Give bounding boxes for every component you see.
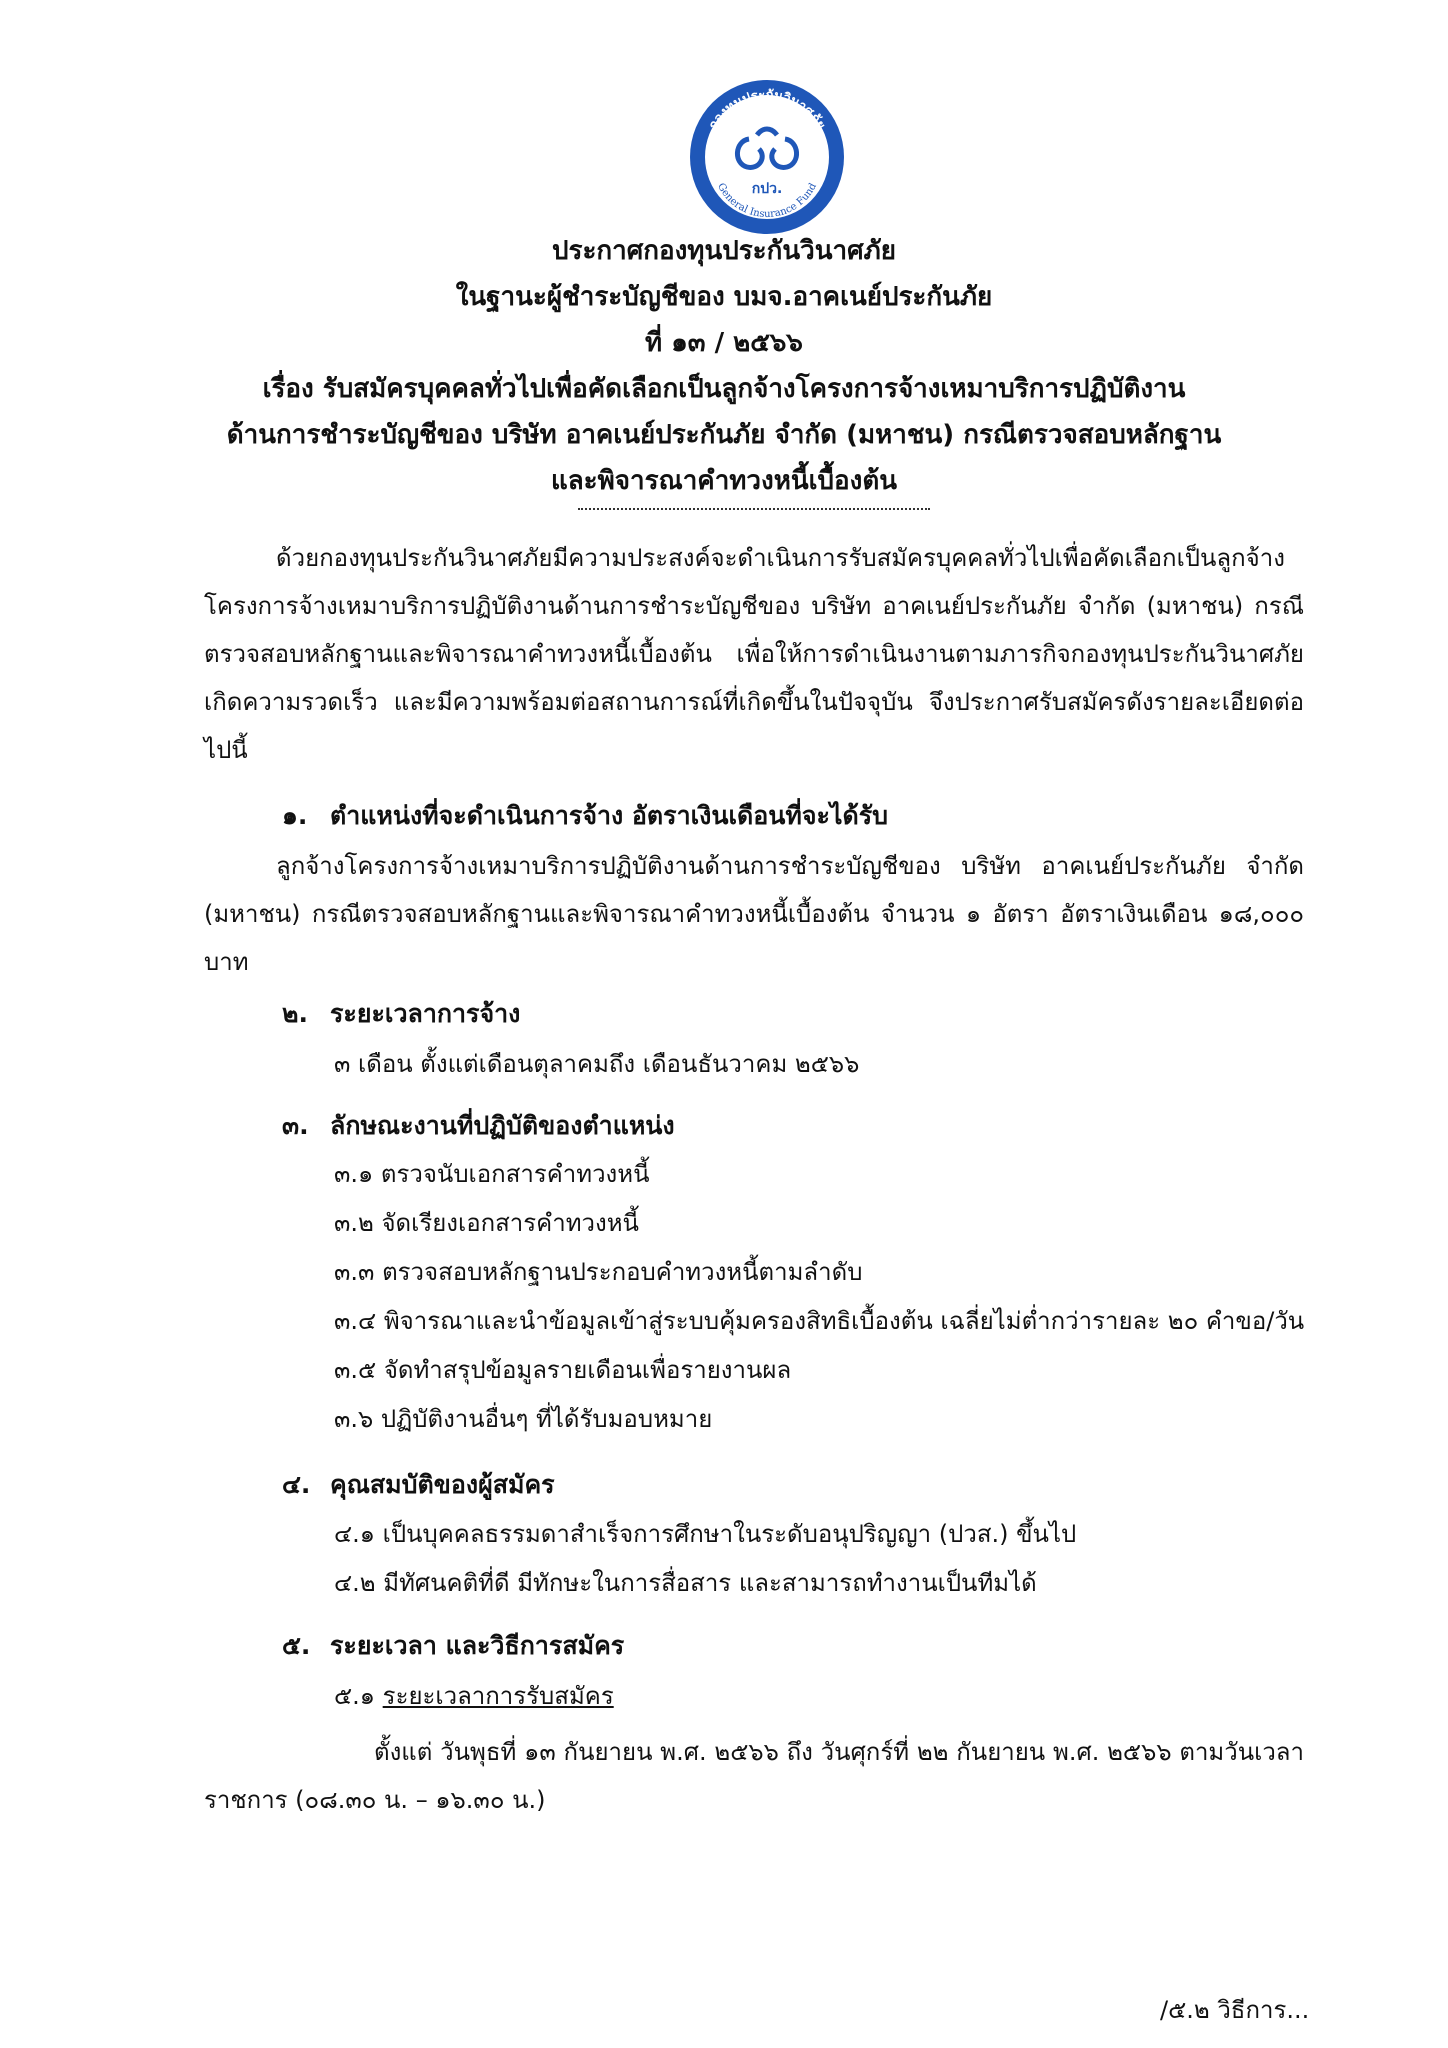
announcement-number: ที่ ๑๓ / ๒๕๖๖ bbox=[645, 328, 803, 358]
section-3-title: ลักษณะงานที่ปฏิบัติของตำแหน่ง bbox=[330, 1111, 675, 1140]
section-1-heading bbox=[282, 796, 888, 836]
section-5-number: ๕. bbox=[282, 1631, 311, 1660]
section-1-body: ลูกจ้างโครงการจ้างเหมาบริการปฏิบัติงานด้านการชำระบัญชีของ บริษัท อาคเนย์ประกันภัย จำกัด (มหาชน) กรณีตรวจสอบหลักฐานและพิจารณาคำทวงหนี้เบื้องต้น จำนวน ๑ อัตรา อัตราเงินเดือน ๑๘,๐๐๐ บาท bbox=[204, 852, 1304, 976]
section-2-title: ระยะเวลาการจ้าง bbox=[330, 999, 521, 1028]
section-5-1-body: ตั้งแต่ วันพุธที่ ๑๓ กันยายน พ.ศ. ๒๕๖๖ ถึง วันศุกร์ที่ ๒๒ กันยายน พ.ศ. ๒๕๖๖ ตามวันเวลาราชการ (๐๘.๓๐ น. – ๑๖.๓๐ น.) bbox=[204, 1738, 1304, 1814]
section-5-1-title: ระยะเวลาการรับสมัคร bbox=[382, 1682, 614, 1710]
section-1-number: ๑. bbox=[282, 801, 308, 830]
section-2-number: ๒. bbox=[282, 999, 308, 1028]
section-2-heading bbox=[282, 994, 520, 1034]
section-5-1-number: ๕.๑ bbox=[334, 1682, 376, 1710]
section-4-item-1: ๔.๑ เป็นบุคคลธรรมดาสำเร็จการศึกษาในระดับอนุปริญญา (ปวส.) ขึ้นไป bbox=[334, 1520, 1077, 1548]
subject-line-3: และพิจารณาคำทวงหนี้เบื้องต้น bbox=[550, 466, 897, 496]
continuation-note: /๕.๒ วิธีการ... bbox=[1160, 1996, 1310, 2024]
announcement-header bbox=[180, 228, 1268, 504]
section-3-number: ๓. bbox=[282, 1111, 309, 1140]
section-4-heading bbox=[282, 1465, 555, 1505]
section-5-1-heading bbox=[334, 1676, 614, 1716]
logo-abbr: กปว. bbox=[751, 181, 783, 197]
section-5-title: ระยะเวลา และวิธีการสมัคร bbox=[330, 1631, 625, 1660]
section-2-body: ๓ เดือน ตั้งแต่เดือนตุลาคมถึง เดือนธันวาคม ๒๕๖๖ bbox=[334, 1050, 860, 1078]
section-1-title: ตำแหน่งที่จะดำเนินการจ้าง อัตราเงินเดือนที่จะได้รับ bbox=[330, 801, 889, 830]
logo-english-text: General Insurance Fund bbox=[715, 181, 819, 221]
section-3-heading bbox=[282, 1106, 675, 1146]
section-3-item-6: ๓.๖ ปฏิบัติงานอื่นๆ ที่ได้รับมอบหมาย bbox=[334, 1405, 713, 1433]
section-3-item-5: ๓.๕ จัดทำสรุปข้อมูลรายเดือนเพื่อรายงานผล bbox=[334, 1356, 792, 1384]
section-4-item-2: ๔.๒ มีทัศนคติที่ดี มีทักษะในการสื่อสาร และสามารถทำงานเป็นทีมได้ bbox=[334, 1569, 1037, 1597]
general-insurance-fund-logo bbox=[687, 77, 847, 237]
header-capacity: ในฐานะผู้ชำระบัญชีของ บมจ.อาคเนย์ประกันภัย bbox=[455, 282, 993, 312]
dotted-separator bbox=[578, 508, 930, 510]
section-3-item-1: ๓.๑ ตรวจนับเอกสารคำทวงหนี้ bbox=[334, 1160, 650, 1188]
section-4-title: คุณสมบัติของผู้สมัคร bbox=[330, 1470, 555, 1499]
logo-arc-text: กองทุนประกันวินาศภัย bbox=[705, 87, 829, 133]
section-5-heading bbox=[282, 1626, 624, 1666]
subject-line-2: ด้านการชำระบัญชีของ บริษัท อาคเนย์ประกันภัย จำกัด (มหาชน) กรณีตรวจสอบหลักฐาน bbox=[226, 420, 1222, 450]
section-3-item-2: ๓.๒ จัดเรียงเอกสารคำทวงหนี้ bbox=[334, 1209, 639, 1237]
header-title: ประกาศกองทุนประกันวินาศภัย bbox=[551, 236, 897, 266]
intro-paragraph: ด้วยกองทุนประกันวินาศภัยมีความประสงค์จะดำเนินการรับสมัครบุคคลทั่วไปเพื่อคัดเลือกเป็นลูกจ้างโครงการจ้างเหมาบริการปฏิบัติงานด้านการชำระบัญชีของ บริษัท อาคเนย์ประกันภัย จำกัด (มหาชน) กรณีตรวจสอบหลักฐานและพิจารณาคำทวงหนี้เบื้องต้น เพื่อให้การดำเนินงานตามภารกิจกองทุนประกันวินาศภัย เกิดความรวดเร็ว และมีความพร้อมต่อสถานการณ์ที่เกิดขึ้นในปัจจุบัน จึงประกาศรับสมัครดังรายละเอียดต่อไปนี้ bbox=[204, 544, 1304, 764]
section-3-item-4: ๓.๔ พิจารณาและนำข้อมูลเข้าสู่ระบบคุ้มครองสิทธิเบื้องต้น เฉลี่ยไม่ต่ำกว่ารายละ ๒๐ คำขอ/วัน bbox=[334, 1307, 1305, 1335]
section-4-number: ๔. bbox=[282, 1470, 311, 1499]
subject-line-1: เรื่อง รับสมัครบุคคลทั่วไปเพื่อคัดเลือกเป็นลูกจ้างโครงการจ้างเหมาบริการปฏิบัติงาน bbox=[262, 374, 1186, 404]
section-3-item-3: ๓.๓ ตรวจสอบหลักฐานประกอบคำทวงหนี้ตามลำดับ bbox=[334, 1258, 863, 1286]
